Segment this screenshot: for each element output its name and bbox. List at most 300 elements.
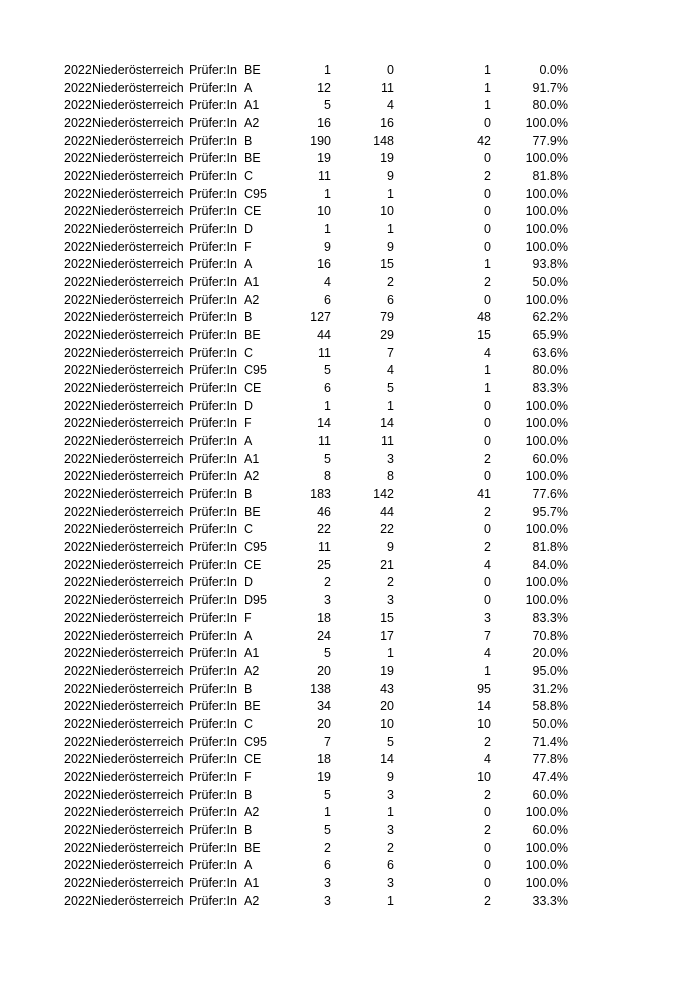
cell-passed: 2: [387, 840, 394, 855]
cell-year: 2022: [64, 169, 92, 184]
cell-region: Niederösterreich: [92, 204, 184, 219]
cell-region: Niederösterreich: [92, 522, 184, 537]
cell-license-class: A: [244, 858, 253, 873]
cell-pass-rate: 100.0%: [525, 875, 568, 890]
cell-license-class: B: [244, 133, 253, 148]
cell-failed: 1: [484, 257, 491, 272]
cell-pass-rate: 31.2%: [532, 681, 568, 696]
cell-region: Niederösterreich: [92, 628, 184, 643]
cell-year: 2022: [64, 133, 92, 148]
cell-failed: 10: [477, 769, 491, 784]
cell-region: Niederösterreich: [92, 328, 184, 343]
cell-pass-rate: 95.0%: [532, 663, 568, 678]
cell-total: 183: [310, 487, 331, 502]
cell-region: Niederösterreich: [92, 805, 184, 820]
cell-role: Prüfer:In: [189, 787, 237, 802]
table-row: [0, 610, 700, 628]
cell-failed: 0: [484, 522, 491, 537]
cell-passed: 5: [387, 381, 394, 396]
cell-role: Prüfer:In: [189, 769, 237, 784]
cell-license-class: A1: [244, 875, 260, 890]
cell-passed: 9: [387, 239, 394, 254]
cell-pass-rate: 81.8%: [532, 169, 568, 184]
cell-region: Niederösterreich: [92, 663, 184, 678]
cell-pass-rate: 33.3%: [532, 893, 568, 908]
cell-failed: 2: [484, 169, 491, 184]
cell-license-class: D: [244, 575, 254, 590]
cell-role: Prüfer:In: [189, 875, 237, 890]
cell-license-class: A2: [244, 292, 260, 307]
cell-role: Prüfer:In: [189, 752, 237, 767]
cell-passed: 19: [380, 151, 394, 166]
cell-role: Prüfer:In: [189, 858, 237, 873]
table-row: [0, 734, 700, 752]
cell-region: Niederösterreich: [92, 699, 184, 714]
cell-failed: 2: [484, 504, 491, 519]
cell-failed: 0: [484, 204, 491, 219]
table-row: [0, 663, 700, 681]
cell-license-class: A1: [244, 275, 260, 290]
table-row: [0, 327, 700, 345]
cell-license-class: C95: [244, 540, 267, 555]
cell-role: Prüfer:In: [189, 98, 237, 113]
cell-passed: 3: [387, 593, 394, 608]
cell-pass-rate: 100.0%: [525, 398, 568, 413]
cell-pass-rate: 63.6%: [532, 345, 568, 360]
cell-pass-rate: 62.2%: [532, 310, 568, 325]
cell-year: 2022: [64, 451, 92, 466]
cell-failed: 3: [484, 610, 491, 625]
cell-passed: 14: [380, 752, 394, 767]
cell-total: 11: [318, 540, 331, 555]
table-row: [0, 150, 700, 168]
cell-failed: 14: [477, 699, 491, 714]
cell-passed: 3: [387, 451, 394, 466]
cell-total: 3: [324, 875, 331, 890]
cell-pass-rate: 100.0%: [525, 204, 568, 219]
cell-pass-rate: 71.4%: [532, 734, 568, 749]
cell-license-class: B: [244, 487, 253, 502]
cell-role: Prüfer:In: [189, 363, 237, 378]
table-row: [0, 769, 700, 787]
table-row: [0, 362, 700, 380]
cell-pass-rate: 50.0%: [532, 716, 568, 731]
cell-pass-rate: 0.0%: [539, 63, 568, 77]
table-row: [0, 645, 700, 663]
cell-license-class: A: [244, 257, 253, 272]
cell-total: 46: [317, 504, 331, 519]
table-row: [0, 557, 700, 575]
cell-region: Niederösterreich: [92, 646, 184, 661]
cell-total: 19: [317, 151, 331, 166]
cell-role: Prüfer:In: [189, 239, 237, 254]
cell-pass-rate: 65.9%: [532, 328, 568, 343]
cell-failed: 1: [484, 63, 491, 77]
cell-total: 3: [324, 593, 331, 608]
cell-failed: 1: [484, 363, 491, 378]
cell-year: 2022: [64, 63, 92, 77]
cell-pass-rate: 60.0%: [532, 787, 568, 802]
cell-year: 2022: [64, 787, 92, 802]
cell-failed: 2: [484, 734, 491, 749]
cell-passed: 11: [381, 80, 394, 95]
cell-role: Prüfer:In: [189, 681, 237, 696]
cell-passed: 148: [373, 133, 394, 148]
cell-license-class: A2: [244, 805, 260, 820]
cell-year: 2022: [64, 716, 92, 731]
cell-role: Prüfer:In: [189, 628, 237, 643]
cell-role: Prüfer:In: [189, 169, 237, 184]
cell-pass-rate: 60.0%: [532, 451, 568, 466]
table-row: [0, 133, 700, 151]
cell-region: Niederösterreich: [92, 557, 184, 572]
table-row: [0, 592, 700, 610]
cell-year: 2022: [64, 345, 92, 360]
cell-license-class: CE: [244, 204, 262, 219]
cell-role: Prüfer:In: [189, 451, 237, 466]
cell-license-class: CE: [244, 381, 262, 396]
cell-role: Prüfer:In: [189, 610, 237, 625]
cell-year: 2022: [64, 540, 92, 555]
table-row: [0, 787, 700, 805]
cell-total: 11: [318, 345, 331, 360]
cell-total: 11: [318, 434, 331, 449]
cell-passed: 29: [380, 328, 394, 343]
cell-region: Niederösterreich: [92, 822, 184, 837]
cell-failed: 0: [484, 186, 491, 201]
cell-region: Niederösterreich: [92, 381, 184, 396]
cell-role: Prüfer:In: [189, 734, 237, 749]
cell-total: 5: [324, 98, 331, 113]
cell-license-class: F: [244, 416, 252, 431]
cell-region: Niederösterreich: [92, 752, 184, 767]
cell-failed: 0: [484, 239, 491, 254]
table-row: [0, 415, 700, 433]
cell-pass-rate: 50.0%: [532, 275, 568, 290]
cell-pass-rate: 93.8%: [532, 257, 568, 272]
cell-role: Prüfer:In: [189, 557, 237, 572]
cell-year: 2022: [64, 734, 92, 749]
table-row: [0, 292, 700, 310]
cell-license-class: F: [244, 239, 252, 254]
cell-license-class: A2: [244, 893, 260, 908]
table-row: [0, 539, 700, 557]
cell-failed: 0: [484, 416, 491, 431]
cell-role: Prüfer:In: [189, 63, 237, 77]
cell-total: 6: [324, 381, 331, 396]
cell-total: 16: [317, 116, 331, 131]
cell-region: Niederösterreich: [92, 116, 184, 131]
cell-role: Prüfer:In: [189, 522, 237, 537]
cell-year: 2022: [64, 805, 92, 820]
cell-passed: 3: [387, 875, 394, 890]
cell-year: 2022: [64, 398, 92, 413]
cell-role: Prüfer:In: [189, 469, 237, 484]
cell-license-class: BE: [244, 699, 261, 714]
cell-failed: 0: [484, 805, 491, 820]
cell-year: 2022: [64, 752, 92, 767]
cell-total: 4: [324, 275, 331, 290]
cell-passed: 16: [380, 116, 394, 131]
cell-pass-rate: 100.0%: [525, 469, 568, 484]
table-row: [0, 168, 700, 186]
cell-year: 2022: [64, 98, 92, 113]
table-row: [0, 97, 700, 115]
cell-failed: 10: [477, 716, 491, 731]
cell-year: 2022: [64, 504, 92, 519]
cell-passed: 79: [380, 310, 394, 325]
cell-total: 14: [317, 416, 331, 431]
cell-role: Prüfer:In: [189, 540, 237, 555]
cell-region: Niederösterreich: [92, 716, 184, 731]
cell-failed: 2: [484, 275, 491, 290]
cell-year: 2022: [64, 328, 92, 343]
cell-total: 3: [324, 893, 331, 908]
cell-year: 2022: [64, 522, 92, 537]
cell-passed: 44: [380, 504, 394, 519]
cell-passed: 142: [373, 487, 394, 502]
cell-region: Niederösterreich: [92, 257, 184, 272]
cell-role: Prüfer:In: [189, 116, 237, 131]
cell-passed: 6: [387, 292, 394, 307]
cell-region: Niederösterreich: [92, 787, 184, 802]
cell-license-class: C: [244, 522, 254, 537]
cell-role: Prüfer:In: [189, 663, 237, 678]
cell-total: 1: [324, 186, 331, 201]
cell-role: Prüfer:In: [189, 575, 237, 590]
cell-total: 5: [324, 363, 331, 378]
cell-year: 2022: [64, 681, 92, 696]
cell-region: Niederösterreich: [92, 133, 184, 148]
cell-license-class: D95: [244, 593, 267, 608]
cell-region: Niederösterreich: [92, 310, 184, 325]
cell-region: Niederösterreich: [92, 80, 184, 95]
cell-license-class: A2: [244, 469, 260, 484]
cell-pass-rate: 77.9%: [532, 133, 568, 148]
table-row: [0, 203, 700, 221]
table-row: [0, 893, 700, 911]
cell-total: 7: [324, 734, 331, 749]
table-row: [0, 521, 700, 539]
table-row: [0, 239, 700, 257]
cell-license-class: BE: [244, 328, 261, 343]
table-row: [0, 380, 700, 398]
cell-passed: 9: [387, 769, 394, 784]
cell-region: Niederösterreich: [92, 186, 184, 201]
cell-pass-rate: 100.0%: [525, 434, 568, 449]
cell-failed: 0: [484, 292, 491, 307]
cell-failed: 0: [484, 116, 491, 131]
cell-region: Niederösterreich: [92, 363, 184, 378]
cell-failed: 48: [477, 310, 491, 325]
cell-role: Prüfer:In: [189, 292, 237, 307]
cell-year: 2022: [64, 363, 92, 378]
cell-role: Prüfer:In: [189, 328, 237, 343]
cell-failed: 1: [484, 80, 491, 95]
cell-region: Niederösterreich: [92, 540, 184, 555]
cell-year: 2022: [64, 116, 92, 131]
cell-year: 2022: [64, 381, 92, 396]
cell-region: Niederösterreich: [92, 504, 184, 519]
cell-passed: 8: [387, 469, 394, 484]
cell-pass-rate: 100.0%: [525, 858, 568, 873]
cell-region: Niederösterreich: [92, 610, 184, 625]
cell-total: 6: [324, 292, 331, 307]
cell-pass-rate: 81.8%: [532, 540, 568, 555]
data-table: [0, 62, 700, 910]
cell-pass-rate: 100.0%: [525, 292, 568, 307]
cell-total: 190: [310, 133, 331, 148]
cell-license-class: CE: [244, 557, 262, 572]
cell-failed: 2: [484, 451, 491, 466]
cell-year: 2022: [64, 434, 92, 449]
cell-pass-rate: 100.0%: [525, 116, 568, 131]
cell-region: Niederösterreich: [92, 275, 184, 290]
cell-region: Niederösterreich: [92, 875, 184, 890]
cell-year: 2022: [64, 893, 92, 908]
cell-total: 1: [324, 805, 331, 820]
cell-role: Prüfer:In: [189, 257, 237, 272]
cell-region: Niederösterreich: [92, 398, 184, 413]
cell-failed: 1: [484, 381, 491, 396]
cell-role: Prüfer:In: [189, 487, 237, 502]
cell-total: 16: [317, 257, 331, 272]
table-row: [0, 274, 700, 292]
cell-year: 2022: [64, 275, 92, 290]
cell-region: Niederösterreich: [92, 451, 184, 466]
cell-total: 12: [317, 80, 331, 95]
cell-role: Prüfer:In: [189, 805, 237, 820]
cell-pass-rate: 47.4%: [532, 769, 568, 784]
cell-year: 2022: [64, 186, 92, 201]
cell-year: 2022: [64, 628, 92, 643]
cell-total: 5: [324, 822, 331, 837]
cell-failed: 41: [477, 487, 491, 502]
cell-passed: 15: [380, 257, 394, 272]
cell-year: 2022: [64, 80, 92, 95]
cell-total: 8: [324, 469, 331, 484]
cell-license-class: BE: [244, 504, 261, 519]
cell-failed: 4: [484, 345, 491, 360]
cell-role: Prüfer:In: [189, 80, 237, 95]
cell-license-class: C: [244, 169, 254, 184]
cell-year: 2022: [64, 310, 92, 325]
cell-total: 138: [310, 681, 331, 696]
cell-year: 2022: [64, 469, 92, 484]
cell-role: Prüfer:In: [189, 434, 237, 449]
table-row: [0, 504, 700, 522]
table-row: [0, 309, 700, 327]
table-row: [0, 840, 700, 858]
table-row: [0, 62, 700, 80]
cell-total: 44: [317, 328, 331, 343]
cell-year: 2022: [64, 858, 92, 873]
cell-role: Prüfer:In: [189, 345, 237, 360]
cell-license-class: A: [244, 628, 253, 643]
cell-license-class: BE: [244, 840, 261, 855]
table-row: [0, 433, 700, 451]
cell-region: Niederösterreich: [92, 434, 184, 449]
cell-year: 2022: [64, 840, 92, 855]
cell-passed: 1: [387, 646, 394, 661]
cell-total: 20: [317, 663, 331, 678]
cell-license-class: BE: [244, 63, 261, 77]
cell-total: 127: [310, 310, 331, 325]
cell-total: 5: [324, 787, 331, 802]
cell-pass-rate: 77.6%: [532, 487, 568, 502]
cell-license-class: C: [244, 345, 254, 360]
cell-license-class: C95: [244, 363, 267, 378]
table-row: [0, 574, 700, 592]
cell-pass-rate: 84.0%: [532, 557, 568, 572]
cell-failed: 0: [484, 840, 491, 855]
cell-role: Prüfer:In: [189, 133, 237, 148]
cell-license-class: C: [244, 716, 254, 731]
cell-year: 2022: [64, 699, 92, 714]
cell-pass-rate: 100.0%: [525, 239, 568, 254]
cell-passed: 7: [387, 345, 394, 360]
table-row: [0, 751, 700, 769]
cell-failed: 2: [484, 822, 491, 837]
cell-year: 2022: [64, 239, 92, 254]
cell-role: Prüfer:In: [189, 593, 237, 608]
table-row: [0, 398, 700, 416]
cell-passed: 9: [387, 169, 394, 184]
cell-year: 2022: [64, 487, 92, 502]
cell-passed: 11: [381, 434, 394, 449]
cell-total: 20: [317, 716, 331, 731]
cell-region: Niederösterreich: [92, 63, 184, 77]
cell-license-class: B: [244, 310, 253, 325]
cell-license-class: F: [244, 769, 252, 784]
cell-failed: 15: [477, 328, 491, 343]
cell-region: Niederösterreich: [92, 681, 184, 696]
cell-pass-rate: 95.7%: [532, 504, 568, 519]
cell-total: 24: [317, 628, 331, 643]
cell-total: 1: [324, 398, 331, 413]
cell-role: Prüfer:In: [189, 416, 237, 431]
cell-passed: 15: [380, 610, 394, 625]
cell-pass-rate: 60.0%: [532, 822, 568, 837]
table-row: [0, 468, 700, 486]
cell-passed: 5: [387, 734, 394, 749]
cell-passed: 19: [380, 663, 394, 678]
cell-passed: 3: [387, 822, 394, 837]
cell-year: 2022: [64, 610, 92, 625]
cell-passed: 4: [387, 363, 394, 378]
cell-license-class: A2: [244, 116, 260, 131]
cell-pass-rate: 100.0%: [525, 805, 568, 820]
cell-pass-rate: 100.0%: [525, 186, 568, 201]
cell-pass-rate: 100.0%: [525, 151, 568, 166]
cell-failed: 0: [484, 398, 491, 413]
cell-failed: 2: [484, 893, 491, 908]
cell-year: 2022: [64, 663, 92, 678]
cell-pass-rate: 100.0%: [525, 222, 568, 237]
cell-total: 10: [317, 204, 331, 219]
cell-year: 2022: [64, 557, 92, 572]
cell-license-class: C95: [244, 734, 267, 749]
cell-region: Niederösterreich: [92, 416, 184, 431]
cell-total: 18: [317, 752, 331, 767]
cell-total: 11: [318, 169, 331, 184]
cell-passed: 17: [380, 628, 394, 643]
cell-total: 9: [324, 239, 331, 254]
cell-failed: 1: [484, 663, 491, 678]
cell-passed: 10: [380, 204, 394, 219]
cell-total: 34: [317, 699, 331, 714]
cell-role: Prüfer:In: [189, 840, 237, 855]
